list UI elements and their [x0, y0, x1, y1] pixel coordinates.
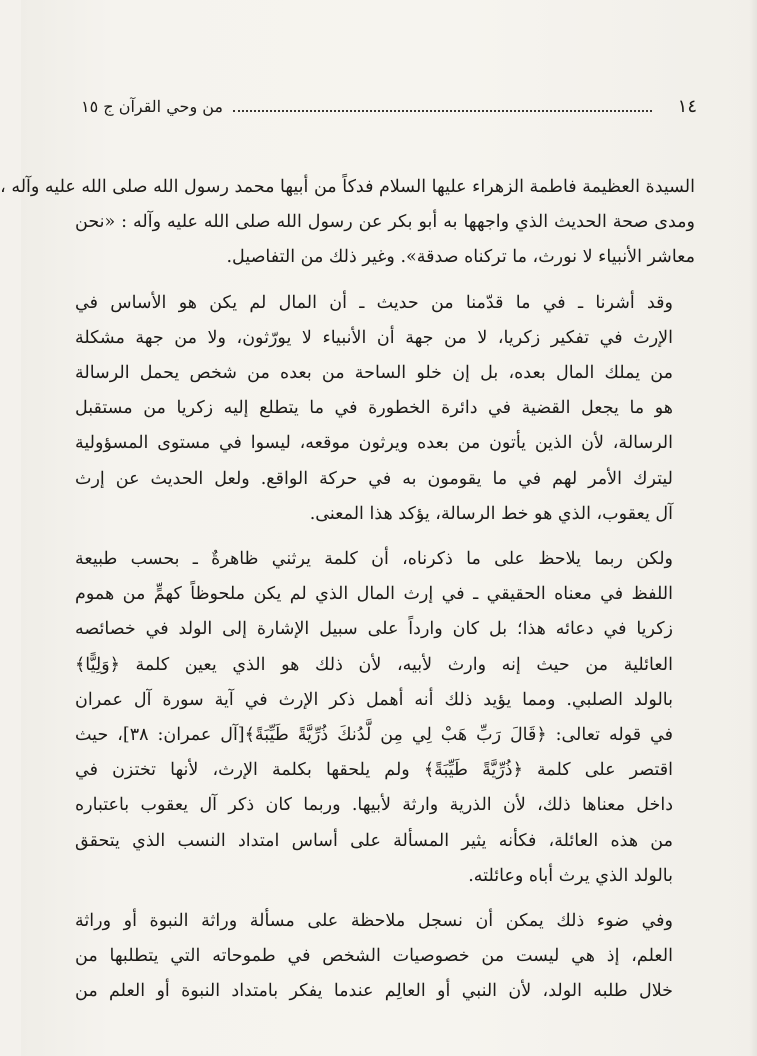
text-line: من هذه العائلة، فكأنه يثير المسألة على أساس امتداد النسب الذي يتحقق — [75, 830, 673, 851]
paragraph-3 — [75, 542, 695, 894]
text-line: ليترك الأمر لهم في ما يقومون به في حركة الواقع. ولعل الحديث عن إرث — [75, 468, 673, 489]
text-line: زكريا في دعائه هذا؛ بل كان وارداً على سبيل الإشارة إلى الولد في خصائصه — [75, 619, 673, 640]
text-line: السيدة العظيمة فاطمة الزهراء عليها السلام فدكاً من أبيها محمد رسول الله صلى الله عليه وآله ، — [0, 177, 695, 197]
text-line: بالولد الذي يرث أباه وعائلته. — [468, 865, 673, 886]
paragraph-4 — [75, 904, 695, 1010]
page-edge-shadow — [749, 0, 757, 1056]
text-line: الرسالة، لأن الذين يأتون من بعده ويرثون موقعه، ليسوا في مستوى المسؤولية — [75, 433, 673, 454]
header-dotted-leader — [233, 110, 652, 112]
paragraph-2 — [75, 286, 695, 532]
text-line: معاشر الأنبياء لا نورث، ما تركناه صدقة». وغير ذلك من التفاصيل. — [226, 247, 695, 268]
text-line: الإرث في تفكير زكريا، لا من جهة أن الأنبياء لا يورّثون، ولا من جهة مشكلة — [75, 327, 673, 348]
paragraph-1 — [0, 170, 695, 276]
body-text — [0, 170, 695, 1020]
text-line: من يملك المال بعده، بل إن خلو الساحة من بعده من شخص يحمل الرسالة — [75, 363, 673, 384]
text-line: اقتصر على كلمة ﴿ذُرِّيَّةً طَيِّبَةً﴾ ولم يلحقها بكلمة الإرث، لأنها تختزن في — [75, 760, 673, 781]
text-line: وقد أشرنا ـ في ما قدّمنا من حديث ـ أن المال لم يكن هو الأساس في — [75, 292, 673, 313]
text-line: بالولد الصلبي. ومما يؤيد ذلك أنه أهمل ذكر الإرث في آية سورة آل عمران — [75, 689, 673, 710]
page-header — [81, 96, 697, 124]
page-number: ١٤ — [677, 96, 697, 117]
text-line: هو ما يجعل القضية في دائرة الخطورة في ما يتطلع إليه زكريا من مستقبل — [75, 398, 673, 419]
text-line: في قوله تعالى: ﴿قَالَ رَبِّ هَبْ لِي مِن لَّدُنكَ ذُرِّيَّةً طَيِّبَةً﴾[آل عمران: ٣٨]، حيث — [75, 725, 673, 746]
text-line: خلال طلبه الولد، لأن النبي أو العالِم عندما يفكر بامتداد النبوة أو العلم من — [75, 981, 673, 1002]
text-line: آل يعقوب، الذي هو خط الرسالة، يؤكد هذا المعنى. — [309, 503, 673, 524]
text-line: ولكن ربما يلاحظ على ما ذكرناه، أن كلمة يرثني ظاهرةٌ ـ بحسب طبيعة — [75, 549, 673, 570]
text-line: وفي ضوء ذلك يمكن أن نسجل ملاحظة على مسألة وراثة النبوة أو وراثة — [75, 911, 673, 932]
text-line: ومدى صحة الحديث الذي واجهها به أبو بكر عن رسول الله صلى الله عليه وآله : «نحن — [75, 212, 695, 233]
text-line: اللفظ في معناه الحقيقي ـ في إرث المال الذي لم يكن ملحوظاً كهمٍّ من هموم — [75, 584, 673, 605]
text-line: داخل معناها ذلك، لأن الذرية وارثة لأبيها. وربما كان ذكر آل يعقوب باعتباره — [75, 795, 673, 816]
text-line: العائلية من حيث إنه وارث لأبيه، لأن ذلك هو الذي يعين كلمة ﴿وَلِيًّا﴾ — [75, 654, 673, 675]
text-line: العلم، إذ هي ليست من خصوصيات الشخص في طموحاته التي يتطلبها من — [75, 946, 673, 967]
running-title: من وحي القرآن ج ١٥ — [81, 97, 223, 116]
